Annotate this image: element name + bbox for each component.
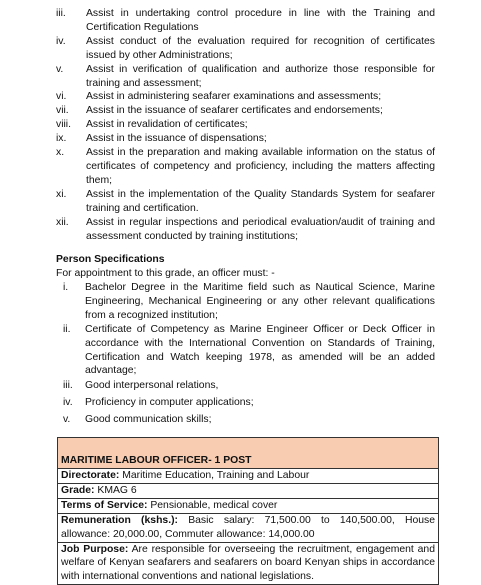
- section-heading: Person Specifications: [56, 254, 165, 265]
- list-item: viii. Assist in revalidation of certificates;: [56, 119, 248, 131]
- person-spec-list: [0, 281, 481, 427]
- list-item: xii. Assist in regular inspections and periodical evaluation/audit of training and assessment conducted by training institutions;: [56, 216, 435, 242]
- list-item: v. Assist in verification of qualification and authorize those responsible for training and assessment;: [56, 63, 435, 89]
- terms-row: Terms of Service: Pensionable, medical cover: [58, 498, 438, 513]
- list-item: i. Bachelor Degree in the Maritime field such as Nautical Science, Marine Engineering, Mechanical Engineering or any other relevant qualifications from a recognized institution;: [63, 282, 435, 321]
- job-title: MARITIME LABOUR OFFICER- 1 POST: [58, 438, 438, 468]
- list-item: vii. Assist in the issuance of seafarer certificates and endorsements;: [56, 105, 383, 117]
- list-item: xi. Assist in the implementation of the Quality Standards System for seafarer training and certification.: [56, 188, 435, 214]
- list-item: ii. Certificate of Competency as Marine Engineer Officer or Deck Officer in accordance with the International Convention on Standards of Training, Certification and Watch keeping 1978, as amended will be an added advantage;: [63, 323, 435, 377]
- directorate-row: Directorate: Maritime Education, Training and Labour: [58, 468, 438, 483]
- remuneration-row: Remuneration (kshs.): Basic salary: 71,500.00 to 140,500.00, House allowance: 20,000.00, Commuter allowance: 14,000.00: [58, 513, 438, 542]
- list-item: x. Assist in the preparation and making available information on the status of certificates of competency and proficiency, including the matters affecting them;: [56, 147, 435, 186]
- list-item: v. Good communication skills;: [63, 414, 212, 426]
- list-item: iii. Assist in undertaking control procedure in line with the Training and Certification Regulations: [56, 8, 435, 33]
- section-intro: For appointment to this grade, an officer must: -: [56, 268, 275, 279]
- list-item: iii. Good interpersonal relations,: [63, 380, 219, 392]
- job-purpose-row: Job Purpose: Are responsible for overseeing the recruitment, engagement and welfare of Kenyan seafarers and seafarers on board Kenyan ships in accordance with international conventions and national legislations.: [58, 542, 438, 585]
- list-item: iv. Assist conduct of the evaluation required for recognition of certificates issued by other Administrations;: [56, 35, 435, 61]
- list-item: iv. Proficiency in computer applications;: [63, 397, 254, 409]
- duties-list: [0, 7, 481, 243]
- job-advert-table: [57, 437, 439, 585]
- list-item: ix. Assist in the issuance of dispensations;: [56, 133, 267, 145]
- list-item: vi. Assist in administering seafarer examinations and assessments;: [56, 91, 382, 103]
- grade-row: Grade: KMAG 6: [58, 483, 438, 498]
